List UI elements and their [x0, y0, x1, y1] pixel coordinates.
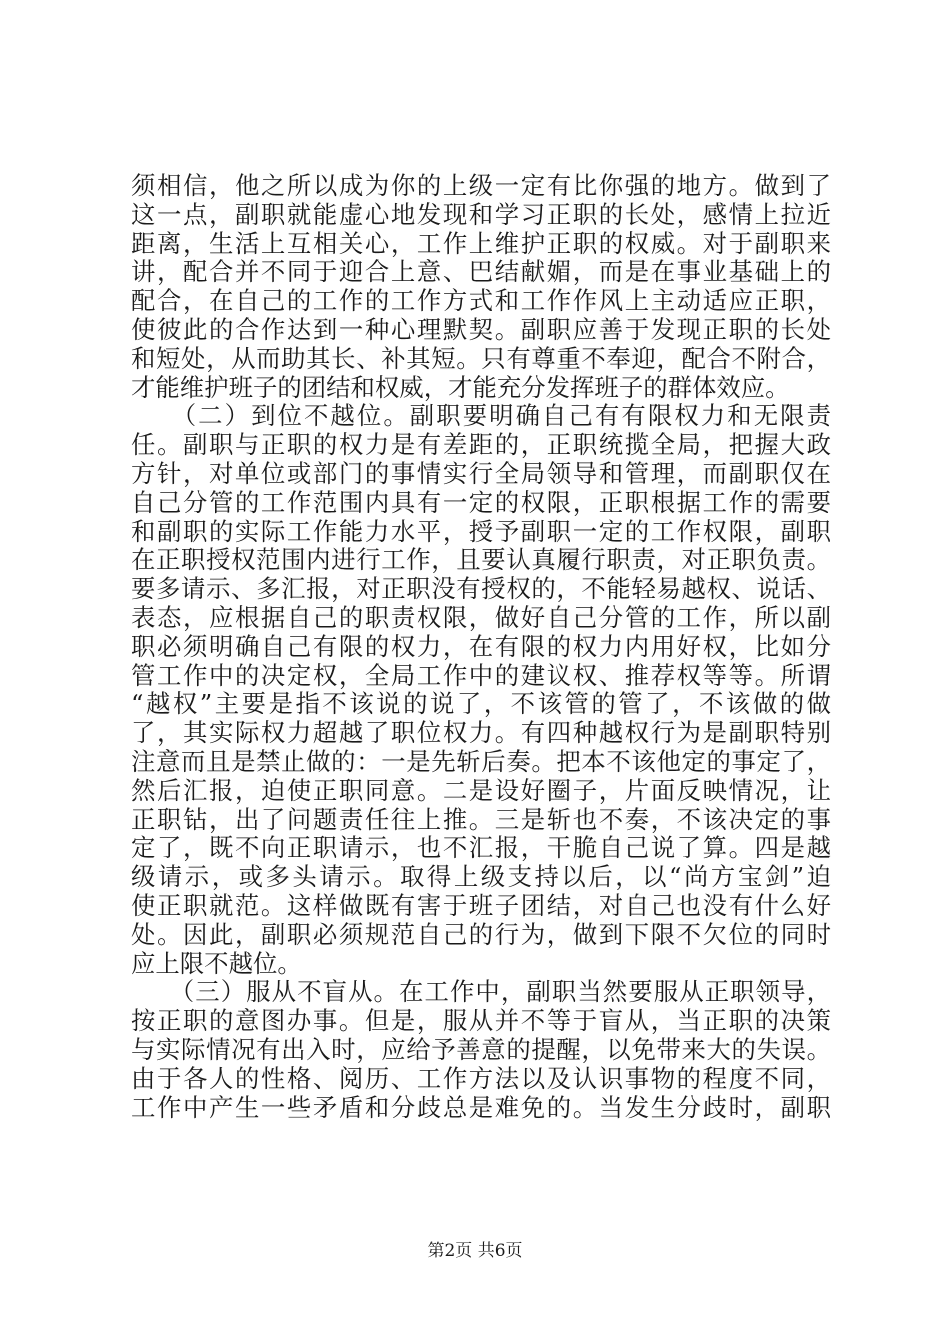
- text-line: 职必须明确自己有限的权力，在有限的权力内用好权，比如分: [131, 631, 831, 661]
- text-line: 配合，在自己的工作的工作方式和工作作风上主动适应正职，: [131, 286, 831, 316]
- text-line: 注意而且是禁止做的：一是先斩后奏。把本不该他定的事定了，: [131, 746, 831, 776]
- text-line: 任。副职与正职的权力是有差距的，正职统揽全局，把握大政: [131, 430, 831, 460]
- text-line: 这一点，副职就能虚心地发现和学习正职的长处，感情上拉近: [131, 199, 831, 229]
- text-line: 和副职的实际工作能力水平，授予副职一定的工作权限，副职: [131, 516, 831, 546]
- text-line: 使彼此的合作达到一种心理默契。副职应善于发现正职的长处: [131, 314, 831, 344]
- text-line: （二）到位不越位。副职要明确自己有有限权力和无限责: [131, 401, 831, 431]
- text-line: （三）服从不盲从。在工作中，副职当然要服从正职领导，: [131, 977, 831, 1007]
- text-line: 自己分管的工作范围内具有一定的权限，正职根据工作的需要: [131, 487, 831, 517]
- text-line: 和短处，从而助其长、补其短。只有尊重不奉迎，配合不附合，: [131, 343, 831, 373]
- text-line: 方针，对单位或部门的事情实行全局领导和管理，而副职仅在: [131, 458, 831, 488]
- text-line: 须相信，他之所以成为你的上级一定有比你强的地方。做到了: [131, 171, 831, 200]
- text-line: 工作中产生一些矛盾和分歧总是难免的。当发生分歧时，副职: [131, 1092, 831, 1122]
- text-line: 处。因此，副职必须规范自己的行为，做到下限不欠位的同时: [131, 919, 831, 949]
- text-line: 使正职就范。这样做既有害于班子团结，对自己也没有什么好: [131, 890, 831, 920]
- text-line: 正职钻，出了问题责任往上推。三是斩也不奏，不该决定的事: [131, 804, 831, 834]
- text-line: 表态，应根据自己的职责权限，做好自己分管的工作，所以副: [131, 602, 831, 632]
- text-line: 讲，配合并不同于迎合上意、巴结献媚，而是在事业基础上的: [131, 257, 831, 287]
- text-line: “越权”主要是指不该说的说了，不该管的管了，不该做的做: [131, 689, 831, 719]
- text-line: 定了，既不向正职请示，也不汇报，干脆自己说了算。四是越: [131, 833, 831, 863]
- document-body: [131, 172, 831, 1122]
- text-line: 了，其实际权力超越了职位权力。有四种越权行为是副职特别: [131, 718, 831, 748]
- text-line: 然后汇报，迫使正职同意。二是设好圈子，片面反映情况，让: [131, 775, 831, 805]
- page-number-footer: 第2页 共6页: [427, 1241, 523, 1261]
- text-line: 距离，生活上互相关心，工作上维护正职的权威。对于副职来: [131, 228, 831, 258]
- text-line: 级请示，或多头请示。取得上级支持以后，以“尚方宝剑”迫: [131, 862, 831, 892]
- text-line: 与实际情况有出入时，应给予善意的提醒，以免带来大的失误。: [131, 1034, 831, 1064]
- text-line: 应上限不越位。: [131, 948, 302, 978]
- text-line: 由于各人的性格、阅历、工作方法以及认识事物的程度不同，: [131, 1063, 831, 1093]
- text-line: 要多请示、多汇报，对正职没有授权的，不能轻易越权、说话、: [131, 574, 831, 604]
- text-line: 在正职授权范围内进行工作，且要认真履行职责，对正职负责。: [131, 545, 831, 575]
- text-line: 管工作中的决定权，全局工作中的建议权、推荐权等等。所谓: [131, 660, 831, 690]
- text-line: 按正职的意图办事。但是，服从并不等于盲从，当正职的决策: [131, 1006, 831, 1036]
- text-line: 才能维护班子的团结和权威，才能充分发挥班子的群体效应。: [131, 372, 790, 402]
